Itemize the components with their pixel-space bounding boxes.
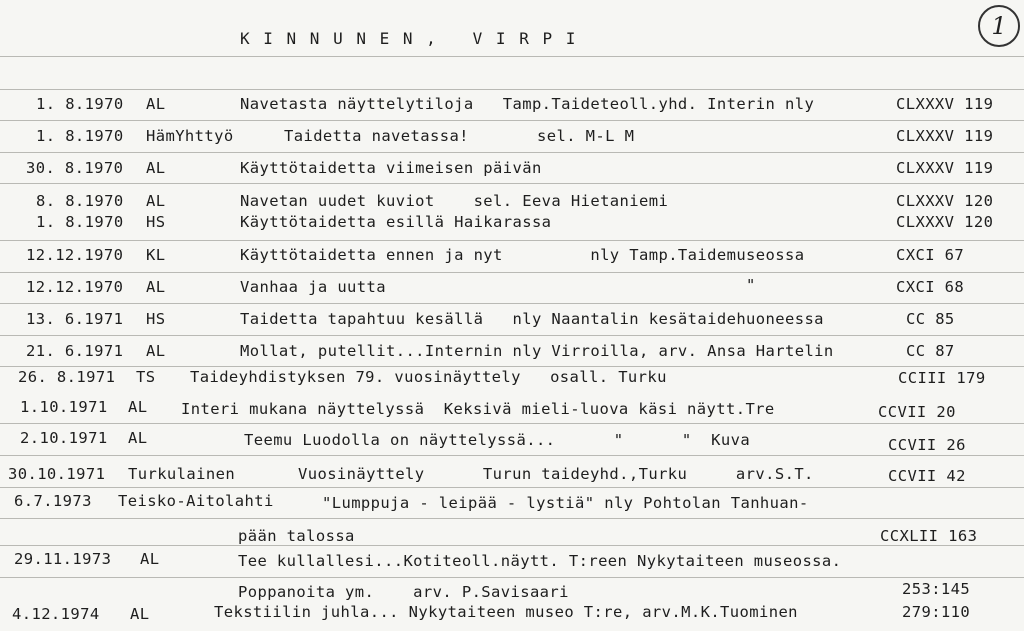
entry-text: Tee kullallesi...Kotiteoll.näytt. T:reen Nykytaiteen museossa. [238,552,842,570]
entry-date: 6.7.1973 [14,492,92,510]
ruled-line [0,120,1024,121]
entry-source: TS [136,368,156,386]
entry-source: AL [146,192,166,210]
entry-ref: CXCI 68 [896,278,965,296]
entry-source: HämYhttyö [146,127,234,145]
entry-text: Taidetta tapahtuu kesällä nly Naantalin kesätaidehuoneessa [240,310,824,328]
entry-text: Vanhaa ja uutta [240,278,386,296]
entry-source: AL [140,550,160,568]
entry-source: AL [130,605,150,623]
entry-text: "Lumppuja - leipää - lystiä" nly Pohtolan Tanhuan- [322,494,809,512]
entry-ref: 253:145 [902,580,971,598]
entry-date: 26. 8.1971 [18,368,116,386]
entry-text: Taideyhdistyksen 79. vuosinäyttely osall. Turku [190,368,667,386]
entry-source: AL [128,398,148,416]
entry-ref: CCIII 179 [898,369,986,387]
entry-date: 1. 8.1970 [36,213,124,231]
entry-date: 2.10.1971 [20,429,108,447]
entry-date: 12.12.1970 [26,246,124,264]
ruled-line [0,56,1024,57]
card-number-circle: 1 [978,5,1020,47]
ruled-line [0,335,1024,336]
entry-text: Poppanoita ym. arv. P.Savisaari [238,583,569,601]
entry-ref: CCVII 42 [888,467,966,485]
entry-date: 1. 8.1970 [36,95,124,113]
entry-text: Navetasta näyttelytiloja Tamp.Taideteoll.yhd. Interin nly [240,95,815,113]
entry-ref: CLXXXV 119 [896,159,994,177]
entry-source: Turkulainen [128,465,236,483]
ditto-mark: " [746,276,756,294]
entry-ref: CC 87 [906,342,955,360]
ruled-line [0,518,1024,519]
entry-source: AL [146,159,166,177]
entry-source: AL [146,342,166,360]
entry-ref: CLXXXV 120 [896,192,994,210]
entry-source: AL [146,278,166,296]
ruled-line [0,455,1024,456]
entry-ref: CLXXXV 119 [896,95,994,113]
entry-text: Käyttötaidetta esillä Haikarassa [240,213,552,231]
entry-text: Teemu Luodolla on näyttelyssä... " " Kuva [244,431,751,449]
entry-date: 1. 8.1970 [36,127,124,145]
ruled-line [0,545,1024,546]
entry-date: 1.10.1971 [20,398,108,416]
entry-date: 13. 6.1971 [26,310,124,328]
ruled-line [0,240,1024,241]
entry-text: Vuosinäyttely Turun taideyhd.,Turku arv.S.T. [298,465,814,483]
entry-source: AL [146,95,166,113]
entry-ref: CXCI 67 [896,246,965,264]
entry-date: 30. 8.1970 [26,159,124,177]
ruled-line [0,303,1024,304]
entry-ref: CCVII 20 [878,403,956,421]
entry-text: Interi mukana näyttelyssä Keksivä mieli-luova käsi näytt.Tre [181,400,775,418]
entry-text: Tekstiilin juhla... Nykytaiteen museo T:re, arv.M.K.Tuominen [214,603,798,621]
entry-text: Mollat, putellit...Internin nly Virroilla, arv. Ansa Hartelin [240,342,834,360]
entry-date: 21. 6.1971 [26,342,124,360]
ruled-line [0,577,1024,578]
entry-source: KL [146,246,166,264]
entry-date: 4.12.1974 [12,605,100,623]
entry-source: HS [146,310,166,328]
entry-ref: CCVII 26 [888,436,966,454]
entry-ref: CC 85 [906,310,955,328]
entry-source: HS [146,213,166,231]
entry-source: AL [128,429,148,447]
entry-source: Teisko-Aitolahti [118,492,274,510]
entry-ref: CLXXXV 119 [896,127,994,145]
ruled-line [0,272,1024,273]
ruled-line [0,423,1024,424]
entry-text: Käyttötaidetta viimeisen päivän [240,159,542,177]
ruled-line [0,487,1024,488]
entry-text: pään talossa [238,527,355,545]
entry-text: Navetan uudet kuviot sel. Eeva Hietaniemi [240,192,669,210]
entry-date: 8. 8.1970 [36,192,124,210]
entry-text: Taidetta navetassa! sel. M-L M [284,127,635,145]
ruled-line [0,89,1024,90]
person-name: K I N N U N E N , V I R P I [240,29,578,48]
ruled-line [0,366,1024,367]
entry-ref: 279:110 [902,603,971,621]
entry-text: Käyttötaidetta ennen ja nyt nly Tamp.Taidemuseossa [240,246,805,264]
entry-date: 12.12.1970 [26,278,124,296]
ruled-line [0,152,1024,153]
entry-ref: CCXLII 163 [880,527,978,545]
entry-ref: CLXXXV 120 [896,213,994,231]
entry-date: 30.10.1971 [8,465,106,483]
ruled-line [0,183,1024,184]
entry-date: 29.11.1973 [14,550,112,568]
